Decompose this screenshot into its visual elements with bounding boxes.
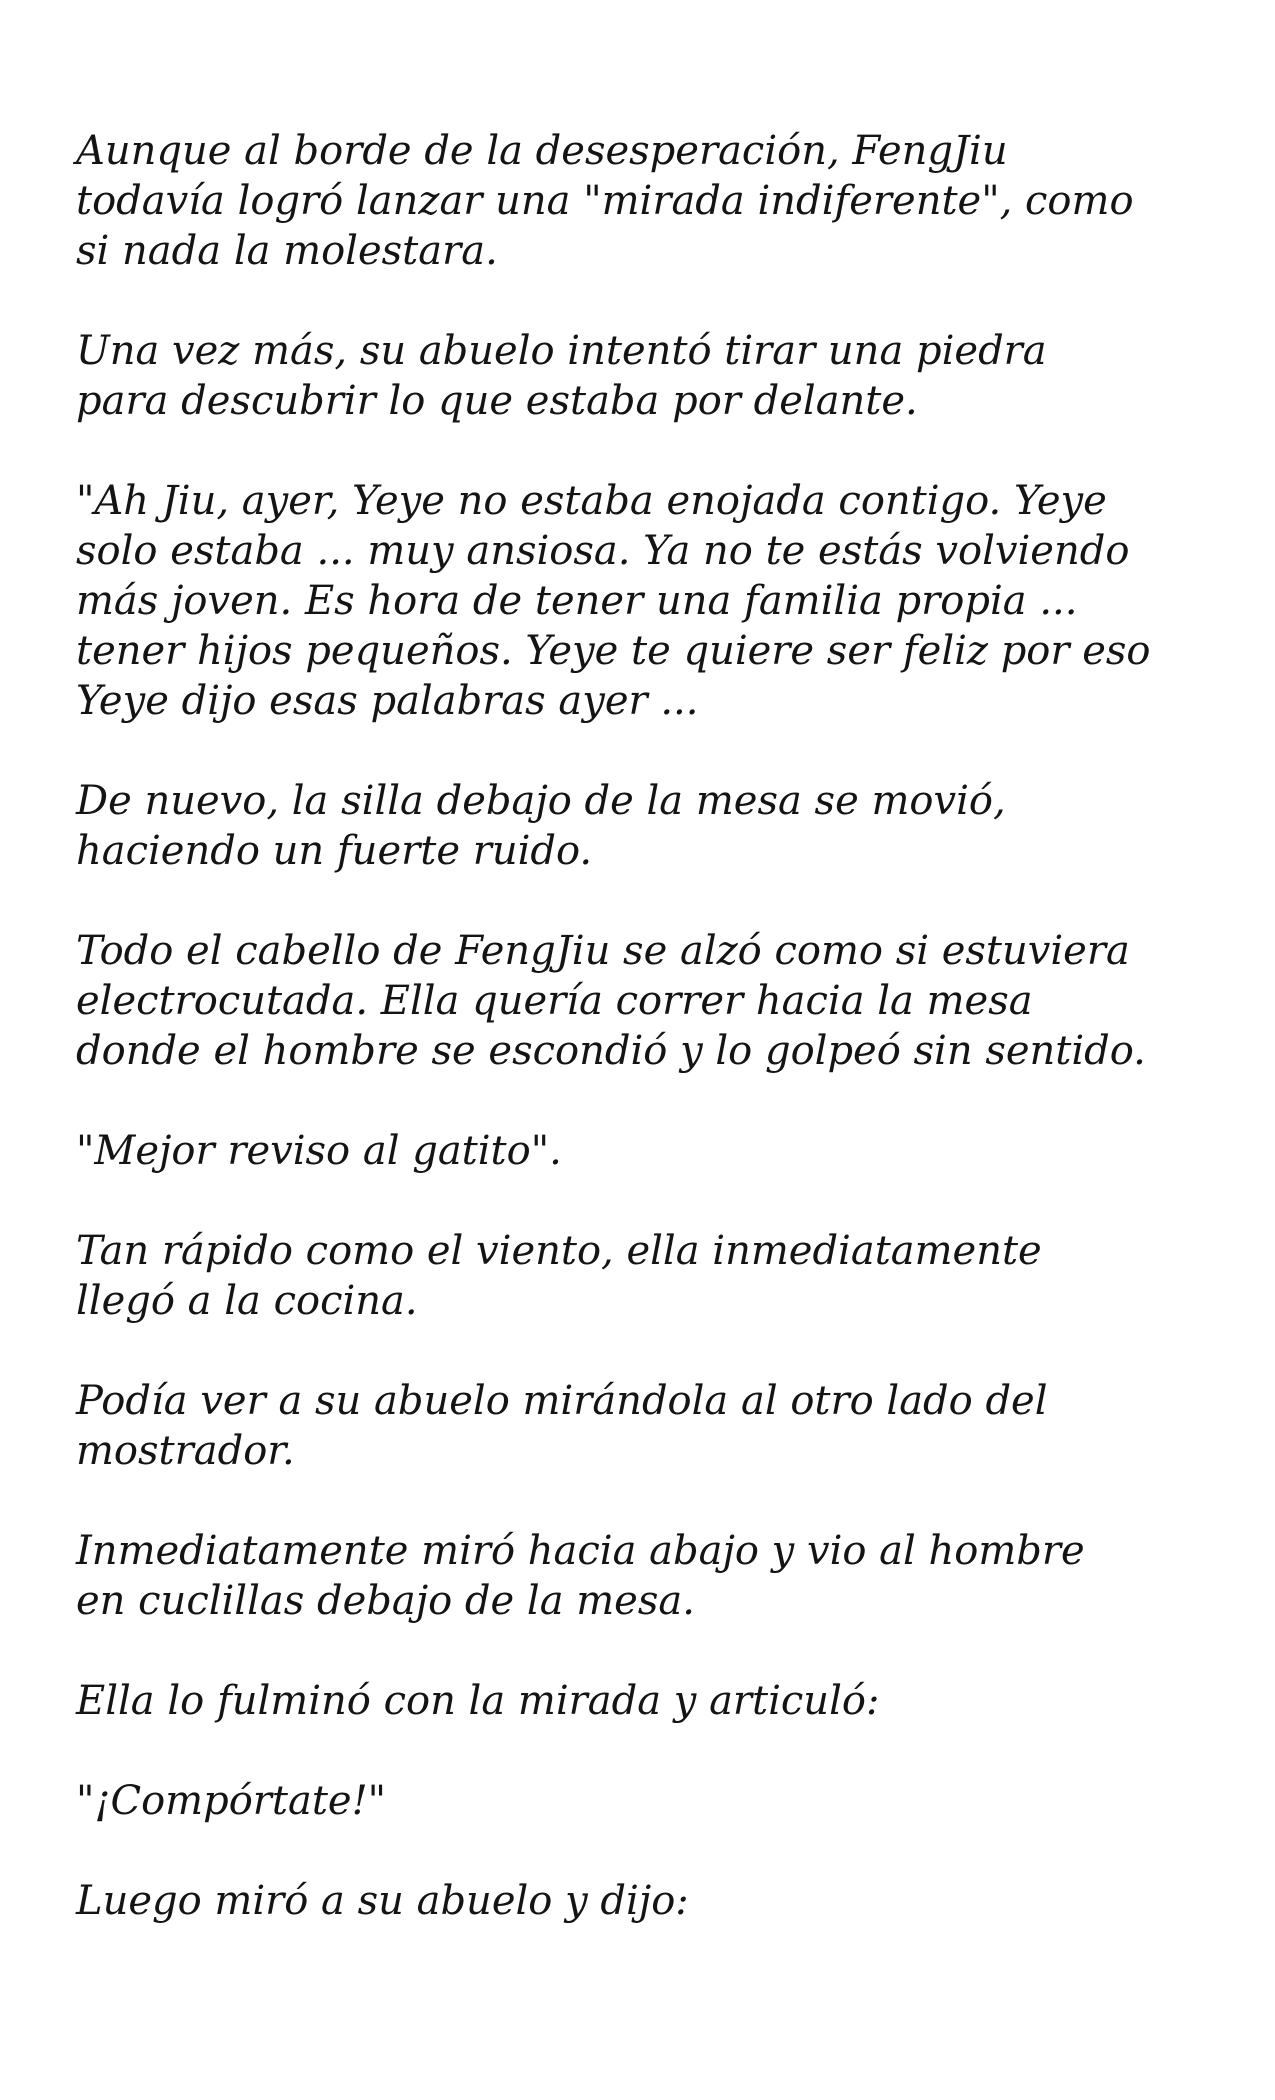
text-line: Inmediatamente miró hacia abajo y vio al hombre — [76, 1528, 1085, 1574]
paragraph — [76, 776, 1216, 876]
paragraph — [76, 476, 1216, 726]
text-line: "Ah Jiu, ayer, Yeye no estaba enojada contigo. Yeye — [76, 478, 1107, 524]
text-line: llegó a la cocina. — [76, 1278, 418, 1324]
paragraph — [76, 1226, 1216, 1326]
text-line: si nada la molestara. — [76, 228, 498, 274]
text-line: Una vez más, su abuelo intentó tirar una piedra — [76, 328, 1047, 374]
paragraph — [76, 1776, 1216, 1826]
text-line: Tan rápido como el viento, ella inmediatamente — [76, 1228, 1042, 1274]
paragraph — [76, 326, 1216, 426]
paragraph — [76, 1526, 1216, 1626]
paragraph — [76, 926, 1216, 1076]
paragraph — [76, 1876, 1216, 1926]
paragraph — [76, 1676, 1216, 1726]
text-line: Aunque al borde de la desesperación, FengJiu — [76, 128, 1008, 174]
text-line: mostrador. — [76, 1428, 295, 1474]
text-line: donde el hombre se escondió y lo golpeó sin sentido. — [76, 1028, 1146, 1074]
text-line: solo estaba ... muy ansiosa. Ya no te estás volviendo — [76, 528, 1130, 574]
text-line: electrocutada. Ella quería correr hacia la mesa — [76, 978, 1033, 1024]
text-line: "¡Compórtate!" — [76, 1778, 387, 1824]
text-line: tener hijos pequeños. Yeye te quiere ser feliz por eso — [76, 628, 1151, 674]
text-line: más joven. Es hora de tener una familia propia ... — [76, 578, 1078, 624]
paragraph — [76, 126, 1216, 276]
text-line: todavía logró lanzar una "mirada indiferente", como — [76, 178, 1134, 224]
story-text — [76, 126, 1216, 1976]
text-line: Podía ver a su abuelo mirándola al otro lado del — [76, 1378, 1048, 1424]
text-line: en cuclillas debajo de la mesa. — [76, 1578, 695, 1624]
text-line: haciendo un fuerte ruido. — [76, 828, 593, 874]
text-line: Ella lo fulminó con la mirada y articuló: — [76, 1678, 880, 1724]
text-line: Luego miró a su abuelo y dijo: — [76, 1878, 689, 1924]
text-line: Yeye dijo esas palabras ayer ... — [76, 678, 699, 724]
text-line: Todo el cabello de FengJiu se alzó como si estuviera — [76, 928, 1130, 974]
text-line: "Mejor reviso al gatito". — [76, 1128, 562, 1174]
paragraph — [76, 1376, 1216, 1476]
text-line: para descubrir lo que estaba por delante. — [76, 378, 918, 424]
paragraph — [76, 1126, 1216, 1176]
text-line: De nuevo, la silla debajo de la mesa se movió, — [76, 778, 1006, 824]
